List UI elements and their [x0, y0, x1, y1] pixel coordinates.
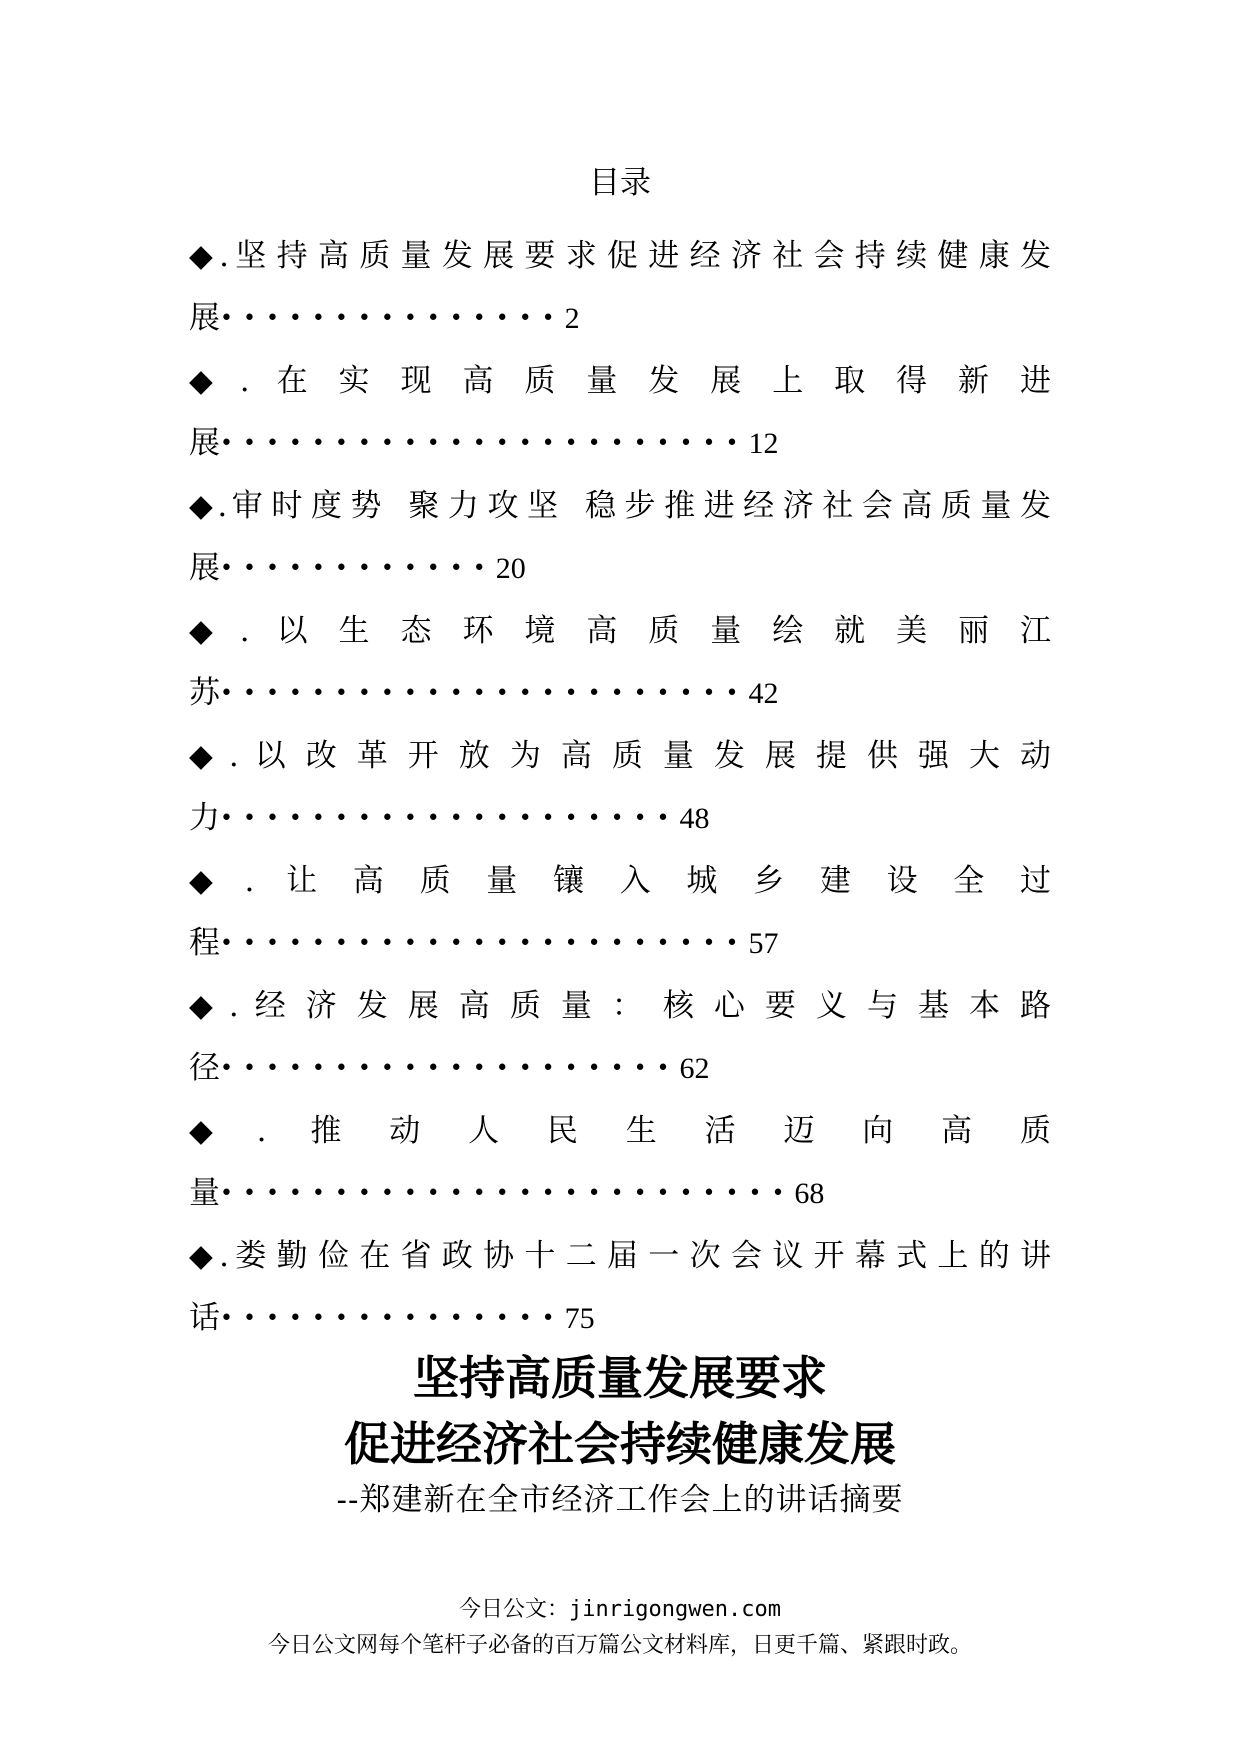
toc-page-number: 2: [564, 302, 580, 335]
toc-entry[interactable]: [189, 1225, 1055, 1350]
toc-dot-leader: ••••••••••••: [220, 556, 496, 581]
article-title-line-1: 坚持高质量发展要求: [413, 1351, 827, 1405]
toc-page-number: 42: [748, 677, 779, 710]
toc-entry-leader-line: [189, 662, 1055, 724]
toc-entry[interactable]: [189, 350, 1055, 475]
toc-dot-leader: •••••••••••••••••••••••••: [220, 1181, 795, 1206]
toc-page-number: 68: [794, 1177, 825, 1210]
toc-entry-title: 以改革开放为高质量发展提供强大动: [238, 738, 1055, 774]
toc-entry-title-line: [189, 350, 1055, 412]
footer-slogan: 今日公文网每个笔杆子必备的百万篇公文材料库，日更千篇、紧跟时政。: [267, 1633, 972, 1658]
diamond-bullet-icon: ◆.: [189, 1238, 229, 1274]
toc-entry-title: 推动人民生活迈向高质: [266, 1113, 1055, 1149]
toc-entry-title: 在实现高质量发展上取得新进: [249, 363, 1055, 399]
article-title-line-2: 促进经济社会持续健康发展: [344, 1417, 896, 1471]
article-subtitle: --郑建新在全市经济工作会上的讲话摘要: [336, 1482, 904, 1518]
toc-entry-leader-line: [189, 787, 1055, 849]
toc-page-number: 20: [495, 552, 526, 585]
toc-entry-leader-line: [189, 412, 1055, 474]
toc-dot-leader: •••••••••••••••••••••••: [220, 931, 749, 956]
toc-entry-title: 坚持高质量发展要求促进经济社会持续健康发: [229, 238, 1055, 274]
toc-entry-leader-line: [189, 1287, 1055, 1349]
toc-entry-title-line: [189, 225, 1055, 287]
toc-page-number: 75: [564, 1302, 595, 1335]
diamond-bullet-icon: ◆.: [189, 238, 229, 274]
toc-entry-leader-line: [189, 1037, 1055, 1099]
toc-entry-title-line: [189, 975, 1055, 1037]
diamond-bullet-icon: ◆.: [189, 488, 228, 524]
toc-entry-title-end: 展: [189, 425, 220, 461]
toc-entry-title-end: 苏: [189, 675, 220, 711]
toc-entry-title: 娄勤俭在省政协十二届一次会议开幕式上的讲: [229, 1238, 1055, 1274]
toc-entry-title: 以生态环境高质量绘就美丽江: [249, 613, 1055, 649]
toc-title: 目录: [589, 165, 651, 201]
toc-dot-leader: •••••••••••••••: [220, 1306, 565, 1331]
toc-entry-leader-line: [189, 537, 1055, 599]
diamond-bullet-icon: ◆.: [189, 1113, 267, 1149]
toc-dot-leader: •••••••••••••••••••••••: [220, 681, 749, 706]
toc-entry-title: 审时度势 聚力攻坚 稳步推进经济社会高质量发: [227, 488, 1055, 524]
footer-site-link[interactable]: jinrigongwen.com: [569, 1597, 781, 1622]
toc-entry-title-end: 量: [189, 1175, 220, 1211]
toc-entry[interactable]: [189, 850, 1055, 975]
toc-entry-title-end: 径: [189, 1050, 220, 1086]
footer-site-line: [0, 1595, 1240, 1625]
footer-site-label: 今日公文：: [459, 1597, 570, 1622]
toc-entry-leader-line: [189, 1162, 1055, 1224]
toc-entry-title-line: [189, 600, 1055, 662]
toc-entry-title-end: 程: [189, 925, 220, 961]
toc-entry[interactable]: [189, 475, 1055, 600]
diamond-bullet-icon: ◆.: [189, 613, 250, 649]
toc-entry-title-line: [189, 1225, 1055, 1287]
diamond-bullet-icon: ◆.: [189, 363, 250, 399]
diamond-bullet-icon: ◆.: [189, 988, 239, 1024]
toc-entry-title: 经济发展高质量：核心要义与基本路: [238, 988, 1055, 1024]
toc-entry-leader-line: [189, 287, 1055, 349]
toc-entry-title-end: 展: [189, 300, 220, 336]
toc-page-number: 62: [679, 1052, 710, 1085]
toc-entry[interactable]: [189, 1100, 1055, 1225]
toc-entry[interactable]: [189, 975, 1055, 1100]
toc-entry-title: 让高质量镶入城乡建设全过: [254, 863, 1055, 899]
toc-entry[interactable]: [189, 725, 1055, 850]
toc-entry-leader-line: [189, 912, 1055, 974]
toc-entry-title-end: 力: [189, 800, 220, 836]
toc-entry-title-end: 话: [189, 1300, 220, 1336]
toc-entry[interactable]: [189, 600, 1055, 725]
table-of-contents: [189, 225, 1055, 1350]
diamond-bullet-icon: ◆.: [189, 863, 255, 899]
toc-dot-leader: ••••••••••••••••••••: [220, 1056, 680, 1081]
toc-dot-leader: •••••••••••••••: [220, 306, 565, 331]
toc-page-number: 12: [748, 427, 779, 460]
toc-dot-leader: ••••••••••••••••••••: [220, 806, 680, 831]
toc-entry[interactable]: [189, 225, 1055, 350]
toc-entry-title-line: [189, 850, 1055, 912]
toc-dot-leader: •••••••••••••••••••••••: [220, 431, 749, 456]
diamond-bullet-icon: ◆.: [189, 738, 239, 774]
toc-entry-title-line: [189, 475, 1055, 537]
toc-entry-title-end: 展: [189, 550, 220, 586]
toc-entry-title-line: [189, 725, 1055, 787]
toc-entry-title-line: [189, 1100, 1055, 1162]
toc-page-number: 48: [679, 802, 710, 835]
toc-page-number: 57: [748, 927, 779, 960]
